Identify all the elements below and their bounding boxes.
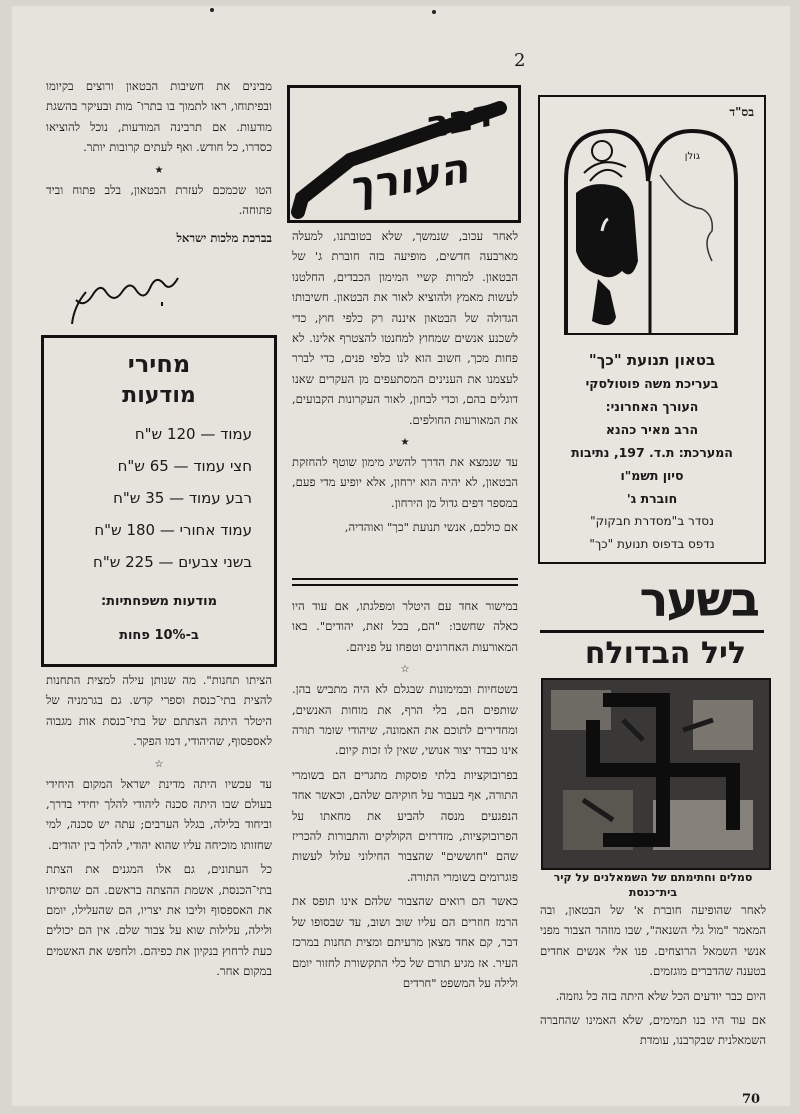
- article-left-column: [46, 670, 272, 986]
- star-separator: ☆: [154, 758, 164, 770]
- editor-note-title-line1: דבר: [420, 90, 497, 148]
- masthead-box: [538, 95, 766, 564]
- prices-title-2: מודעות: [122, 383, 196, 408]
- cover-rule: [540, 630, 764, 633]
- price-row: רבע עמוד — 35 ש"ח: [113, 489, 252, 507]
- print-dot: [432, 10, 436, 14]
- signature-icon: [66, 262, 186, 324]
- center-para-3: בפרובוקציות בלתי פוסקות מתגרים הם בשומרי התורה, אף בעבור על חוקיהם שלהם, וכאשר אחד הנפגעים מנסה להביע את מחאתו על הפרובוקציות, מזדרזים הקולקים והתבורות להכריז שהם "חוששים" שהצבור החילוני עלול לעשות פוגרומים בשומרי התורה.: [292, 767, 518, 884]
- typeset-line: נסדר ב"מסדרת חבקוק": [590, 514, 714, 528]
- photo-caption: סמלים וחתימתם של השמאלנים על קיר בית־כנסת: [553, 871, 753, 899]
- print-dot: [210, 8, 214, 12]
- editor-note-header: [287, 85, 521, 223]
- editor-note-body: [292, 226, 518, 542]
- editor-note-title-graphic: [290, 88, 518, 220]
- section-divider: [292, 584, 518, 586]
- center-para-1: במישור אחד עם היטלר ומפלגתו, אם עוד היו כאלה שחשבו: "הם, בכל זאת, יהודים". באו המאורעות האחרונים וטפחו על פניהם.: [292, 599, 518, 654]
- cover-title: בשער: [639, 572, 758, 628]
- issue-date: סיון תשמ"ו: [620, 468, 684, 483]
- right-para-3: אם עוד היו בנו תמימים, שלא האמינו שהחברה השמאלנית שבקרבנו, עומדת: [540, 1013, 766, 1048]
- editor-note-continuation: [46, 76, 272, 253]
- cover-subtitle: ליל הבדולח: [584, 636, 746, 671]
- left-bottom-para-3: כל העתונים, גם אלו המגנים את הצתת בתי־הכנסת, אשמת ההצתה בראשם. הם שהסיתו את האספסוף וליבו את יצריו, הם שהעלילו, יומם ולילה, עלילות שוא על צבור שלם. אין הם יכולים כעת לרחוץ בנקיון את כפיהם. ולחפש את האשמים במקום אחר.: [46, 862, 272, 979]
- last-editor-name: הרב מאיר כהנא: [605, 422, 699, 437]
- star-separator: ★: [400, 437, 410, 449]
- cover-photo: [541, 678, 771, 870]
- center-para-4: כאשר הם רואים שהצבור שלהם אינו תופס את הרמז חוזרים הם עליו שוב ושוב, עד שבסופו של דבר, קם אחד מצאן מרעיתם ומצית תחנות במרכז העיר. אז מגיע תורם של כלי התקשורת לחזור יומם ולילה על המשפט "חרדים: [292, 894, 518, 990]
- price-row: חצי עמוד — 65 ש"ח: [117, 457, 252, 475]
- editor-line: בעריכת משה פוטולסקי: [585, 376, 719, 391]
- article-center-column: [292, 596, 518, 997]
- address: המערכת: ת.ד. 197, נתיבות: [571, 445, 733, 460]
- last-editor-label: העורך האחרוני:: [605, 399, 699, 414]
- ad-prices-box: [41, 335, 277, 667]
- star-separator: ★: [154, 164, 164, 176]
- star-separator: ☆: [400, 664, 410, 676]
- editor-note-para-1: לאחר עכוב, שנמשך, שלא בטובתנו, למעלה מארבעה חדשים, מופיעה בזה חוברת ג' של הבטאון. למרות קשיי המימון הכבדים, החלטנו לעשות מאמץ ולהוציא לאור את הבטאון. חשיבותו הגדולה של הבטאון איננה רק כלפי חוץ, כדי לשכנע אנשים שמחוץ למחנטו להצטרף אלינו. לא פחות מכך, חשוב הוא לנו כלפי פנים, כדי לברר לעצמנו את הענינים המסתעפים מן העקרים שאנו דוגלים בהם, וכדי לבחון, לאור העקרונות הקבועים, את המאורעות החולפים.: [292, 229, 518, 427]
- issue-number: חוברת ג': [626, 491, 678, 506]
- bsd-mark: בס"ד: [729, 105, 754, 119]
- graffiti-photo-image: [543, 680, 769, 868]
- cover-section-header: [540, 572, 764, 678]
- family-ads-label: מודעות משפחתיות:: [100, 594, 218, 609]
- editor-note-title-line2: העורך: [344, 143, 472, 213]
- prices-title-1: מחירי: [127, 350, 191, 378]
- tablets-map-emblem-icon: [562, 121, 740, 335]
- family-ads-discount: ב-10% פחות: [119, 628, 199, 643]
- map-label: גולן: [684, 151, 700, 162]
- price-row: בשני צבעים — 225 ש"ח: [93, 553, 252, 571]
- publication-title: בטאון תנועת "כך": [588, 351, 716, 369]
- center-para-2: בשטחיות ובמימונות שבגלם לא היה מתביש בהן. שותפים הם, בלי הרף, את מוחות האנשים, ומחדירים לתוכם את האמונה, שיהודי שומר תורה אינו כבדר יצור אנושי, שאין לו זכות קיום.: [292, 682, 518, 758]
- pen-mark: 2: [514, 50, 526, 71]
- article-right-column: [540, 900, 766, 1055]
- editor-note-para-2: עד שנמצא את הדרך להשיג מימון שוטף להחזקת הבטאון, לא יהיה הוא ירחון, אלא יופיע מדי פעם, במספר דפים גדול מן הירחון.: [292, 455, 518, 510]
- handwritten-signature: [66, 262, 186, 324]
- left-bottom-para-1: הציתו תחנות". מה שנותן עילה למצית התחנות להצית בתי־כנסת וספרי קדש. גם בגרמניה של היטלר היתה הצתתם של בתי־כנסת אות מגבוה לאספסוף, שהיהודי, דמו הפקר.: [46, 673, 272, 749]
- left-para-2: הטו שכמכם לעזרת הבטאון, בלב פתוח וביד פתוחה.: [46, 182, 272, 218]
- left-bottom-para-2: עד עכשיו היתה מדינת ישראל המקום היחידי בעולם שבו היתה סכנה ליהודי להלך יחידי בדרך, וביחוד בלילה, בגלל הערבים; עתה יש סכנה, למי שחזותו מוכיחה עליו שהוא יהודי, להלך בין יהודים.: [46, 776, 272, 852]
- blessing-line: בברכת מלכות ישראל: [176, 231, 272, 246]
- printed-line: נדפס בדפוס תנועת "כך": [589, 537, 715, 551]
- right-para-2: היום כבר יודעים הכל שלא היתה בזה כל גוזמה.: [555, 988, 766, 1003]
- price-row: עמוד — 120 ש"ח: [134, 425, 252, 443]
- page-number: 70: [742, 1092, 761, 1107]
- left-para-1: מבינים את חשיבות הבטאון ורוצים בקיומו ובפיתוחו, ראו לתמוך בו בתרו־ מות ובעיקר בהשגת מודעות. אם תרבינה המודעות, נוכל להוציאו כסדרו, כל חודש. ואף לעתים קרובות יותר.: [46, 79, 272, 155]
- masthead-info: [546, 349, 758, 556]
- price-row: עמוד אחורי — 180 ש"ח: [94, 521, 252, 539]
- right-para-1: לאחר שהופיעה חוברת א' של הבטאון, ובה המאמר "מול גלי השנאה", שבו מוזהר הצבור מפני אנשי השמאל הרוצחים. פנו אלי אנשים אחדים בטענה שהדברים מוגזמים.: [540, 903, 766, 979]
- editor-note-para-3: אם כולכם, אנשי תנועת "כך" ואוהדיה,: [344, 520, 518, 535]
- section-divider: [292, 578, 518, 580]
